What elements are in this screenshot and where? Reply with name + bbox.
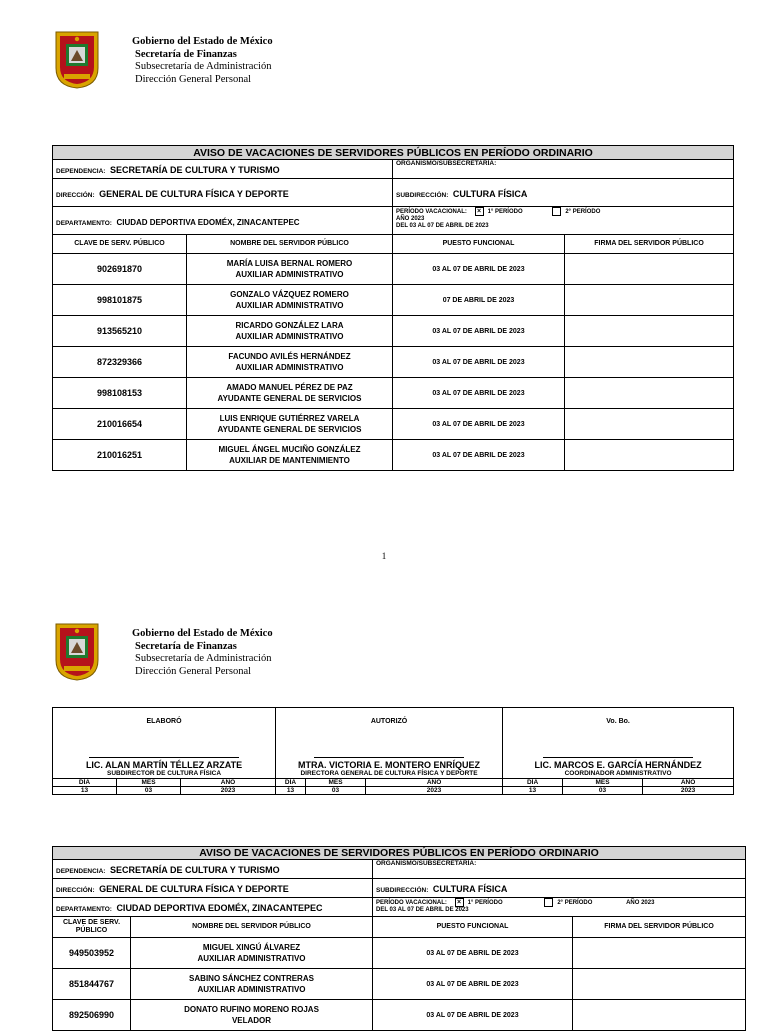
direccion-value: GENERAL DE CULTURA FÍSICA Y DEPORTE [99,188,289,199]
employee-dates: 03 AL 07 DE ABRIL DE 2023 [373,1000,573,1031]
employee-signature[interactable] [565,254,734,285]
table-row [53,378,734,409]
employee-name: MIGUEL XINGÚ ÁLVAREZ [202,943,301,952]
del-text: DEL 03 AL 07 DE ABRIL DE 2023 [376,907,469,914]
date-value: 2023 [366,787,503,795]
table-row [53,1000,746,1031]
employee-name: AMADO MANUEL PÉREZ DE PAZ [226,383,353,392]
employee-clave: 851844767 [53,969,131,1000]
employee-position: AUXILIAR ADMINISTRATIVO [235,301,344,310]
date-label: DÍA [276,779,306,787]
date-value: 03 [117,787,181,795]
state-seal-icon [52,28,102,90]
departamento-value: CIUDAD DEPORTIVA EDOMÉX, ZINACANTEPEC [116,217,300,227]
col-clave: CLAVE DE SERV. PÚBLICO [53,235,187,254]
table-row [53,347,734,378]
col-puesto: PUESTO FUNCIONAL [393,235,565,254]
employee-name-cell [187,347,393,378]
col-clave: CLAVE DE SERV. PÚBLICO [53,917,131,938]
date-label: DÍA [53,779,117,787]
signature-autorizo: AUTORIZÓ MTRA. VICTORIA E. MONTERO ENRÍQUEZ DIRECTORA GENERAL DE CULTURA FÍSICA Y DEPORTE [276,708,503,779]
periodo2-checkbox[interactable] [544,898,553,907]
dependencia-value: SECRETARÍA DE CULTURA Y TURISMO [109,165,280,175]
date-label: AÑO [643,779,734,787]
signer-name: LIC. MARCOS E. GARCÍA HERNÁNDEZ [534,760,702,770]
header-government: Gobierno del Estado de México [132,628,273,639]
employee-clave: 210016251 [53,440,187,471]
employee-name: GONZALO VÁZQUEZ ROMERO [230,290,349,299]
organismo-cell: ORGANISMO/SUBSECRETARÍA: [393,160,734,179]
employee-position: AUXILIAR ADMINISTRATIVO [235,363,344,372]
organismo-cell: ORGANISMO/SUBSECRETARÍA: [373,860,746,879]
col-puesto: PUESTO FUNCIONAL [373,917,573,938]
vacation-form-page2 [52,846,746,1031]
employee-dates: 07 DE ABRIL DE 2023 [393,285,565,316]
employee-position: AYUDANTE GENERAL DE SERVICIOS [217,425,362,434]
employee-dates: 03 AL 07 DE ABRIL DE 2023 [393,254,565,285]
date-value: 03 [563,787,643,795]
employee-signature[interactable] [565,440,734,471]
subdireccion-cell: SUBDIRECCIÓN: CULTURA FÍSICA [393,179,734,207]
table-row [53,938,746,969]
signature-elaboro: ELABORÓ LIC. ALAN MARTÍN TÉLLEZ ARZATE SUBDIRECTOR DE CULTURA FÍSICA [53,708,276,779]
date-label: MES [117,779,181,787]
col-firma: FIRMA DEL SERVIDOR PÚBLICO [565,235,734,254]
anio-text: AÑO 2023 [396,216,425,223]
employee-dates: 03 AL 07 DE ABRIL DE 2023 [393,409,565,440]
table-row [53,969,746,1000]
direccion-cell: DIRECCIÓN: GENERAL DE CULTURA FÍSICA Y DEPORTE [53,179,393,207]
vacation-form-page1 [52,145,734,471]
employee-name-cell [131,969,373,1000]
employee-signature[interactable] [565,378,734,409]
employee-position: VELADOR [231,1016,272,1025]
employee-name-cell [131,1000,373,1031]
employee-signature[interactable] [573,938,746,969]
employee-clave: 892506990 [53,1000,131,1031]
header-government: Gobierno del Estado de México [132,36,273,47]
page-number: 1 [381,551,387,561]
employee-dates: 03 AL 07 DE ABRIL DE 2023 [393,378,565,409]
col-firma: FIRMA DEL SERVIDOR PÚBLICO [573,917,746,938]
dependencia-cell: DEPENDENCIA: SECRETARÍA DE CULTURA Y TURISMO [53,160,393,179]
signer-name: MTRA. VICTORIA E. MONTERO ENRÍQUEZ [298,760,481,770]
date-value: 13 [53,787,117,795]
dependencia-cell: DEPENDENCIA: SECRETARÍA DE CULTURA Y TURISMO [53,860,373,879]
employee-signature[interactable] [565,409,734,440]
departamento-cell: DEPARTAMENTO: CIUDAD DEPORTIVA EDOMÉX, ZINACANTEPEC [53,207,393,235]
employee-signature[interactable] [573,969,746,1000]
header-direccion: Dirección General Personal [135,73,252,85]
employee-name-cell [187,316,393,347]
departamento-cell: DEPARTAMENTO: CIUDAD DEPORTIVA EDOMÉX, ZINACANTEPEC [53,898,373,917]
col-nombre: NOMBRE DEL SERVIDOR PÚBLICO [131,917,373,938]
date-value: 2023 [181,787,276,795]
employee-name-cell [187,378,393,409]
form-title: AVISO DE VACACIONES DE SERVIDORES PÚBLICOS EN PERÍODO ORDINARIO [53,146,734,160]
employee-name: RICARDO GONZÁLEZ LARA [235,321,344,330]
date-label: DÍA [503,779,563,787]
employee-position: AUXILIAR ADMINISTRATIVO [197,985,306,994]
employee-signature[interactable] [573,1000,746,1031]
employee-clave: 913565210 [53,316,187,347]
employee-position: AUXILIAR ADMINISTRATIVO [197,954,306,963]
employee-name: LUIS ENRIQUE GUTIÉRREZ VARELA [219,414,360,423]
employee-name-cell [187,285,393,316]
header-subsecretaria: Subsecretaría de Administración [135,653,272,664]
subdireccion-value: CULTURA FÍSICA [452,188,528,199]
employee-name-cell [187,254,393,285]
table-row [53,285,734,316]
employee-name: MIGUEL ÁNGEL MUCIÑO GONZÁLEZ [218,445,361,454]
signature-vobo: Vo. Bo. LIC. MARCOS E. GARCÍA HERNÁNDEZ COORDINADOR ADMINISTRATIVO [503,708,734,779]
date-value: 13 [503,787,563,795]
employee-dates: 03 AL 07 DE ABRIL DE 2023 [393,347,565,378]
header-secretaria: Secretaría de Finanzas [135,640,237,652]
employee-name: FACUNDO AVILÉS HERNÁNDEZ [228,352,351,361]
header-direccion: Dirección General Personal [135,665,252,677]
signer-title: DIRECTORA GENERAL DE CULTURA FÍSICA Y DEPORTE [300,770,478,777]
employee-name-cell [187,409,393,440]
signature-block [52,707,734,795]
subdireccion-cell: SUBDIRECCIÓN: CULTURA FÍSICA [373,879,746,898]
employee-name: MARÍA LUISA BERNAL ROMERO [226,259,353,268]
employee-dates: 03 AL 07 DE ABRIL DE 2023 [373,938,573,969]
periodo-cell: PERÍODO VACACIONAL: × 1° PERÍODO 2° PERÍODO AÑO 2023 DEL 03 AL 07 DE ABRIL DE 2023 [373,898,746,917]
date-label: AÑO [366,779,503,787]
state-seal-icon [52,620,102,682]
date-value: 03 [306,787,366,795]
signer-name: LIC. ALAN MARTÍN TÉLLEZ ARZATE [85,760,243,770]
periodo-cell: PERÍODO VACACIONAL: × 1° PERÍODO 2° PERÍODO AÑO 2023 DEL 03 AL 07 DE ABRIL DE 2023 [393,207,734,235]
letterhead-page2 [52,620,372,690]
del-text: DEL 03 AL 07 DE ABRIL DE 2023 [396,223,489,230]
date-value: 2023 [643,787,734,795]
employee-position: AUXILIAR DE MANTENIMIENTO [229,456,350,465]
signer-title: SUBDIRECTOR DE CULTURA FÍSICA [107,770,222,777]
employee-dates: 03 AL 07 DE ABRIL DE 2023 [373,969,573,1000]
signer-title: COORDINADOR ADMINISTRATIVO [564,770,672,777]
employee-name: DONATO RUFINO MORENO ROJAS [184,1005,319,1014]
employee-position: AUXILIAR ADMINISTRATIVO [235,270,344,279]
direccion-cell: DIRECCIÓN: GENERAL DE CULTURA FÍSICA Y DEPORTE [53,879,373,898]
employee-clave: 998101875 [53,285,187,316]
date-label: MES [306,779,366,787]
employee-name: SABINO SÁNCHEZ CONTRERAS [189,974,314,983]
date-value: 13 [276,787,306,795]
table-row [53,316,734,347]
form-title: AVISO DE VACACIONES DE SERVIDORES PÚBLICOS EN PERÍODO ORDINARIO [53,847,746,860]
employee-name-cell [187,440,393,471]
employee-clave: 949503952 [53,938,131,969]
periodo1-checkbox[interactable]: × [475,207,484,216]
employee-clave: 998108153 [53,378,187,409]
employee-name-cell [131,938,373,969]
employee-position: AYUDANTE GENERAL DE SERVICIOS [217,394,362,403]
employee-position: AUXILIAR ADMINISTRATIVO [235,332,344,341]
periodo1-checkbox[interactable]: × [455,898,464,907]
employee-signature[interactable] [565,285,734,316]
employee-dates: 03 AL 07 DE ABRIL DE 2023 [393,440,565,471]
table-row [53,254,734,285]
employee-signature[interactable] [565,316,734,347]
header-secretaria: Secretaría de Finanzas [135,48,237,60]
letterhead [52,28,372,98]
date-label: AÑO [181,779,276,787]
employee-clave: 210016654 [53,409,187,440]
employee-dates: 03 AL 07 DE ABRIL DE 2023 [393,316,565,347]
employee-clave: 902691870 [53,254,187,285]
col-nombre: NOMBRE DEL SERVIDOR PÚBLICO [187,235,393,254]
periodo2-checkbox[interactable] [552,207,561,216]
employee-clave: 872329366 [53,347,187,378]
header-subsecretaria: Subsecretaría de Administración [135,61,272,72]
employee-signature[interactable] [565,347,734,378]
date-label: MES [563,779,643,787]
table-row [53,409,734,440]
table-row [53,440,734,471]
